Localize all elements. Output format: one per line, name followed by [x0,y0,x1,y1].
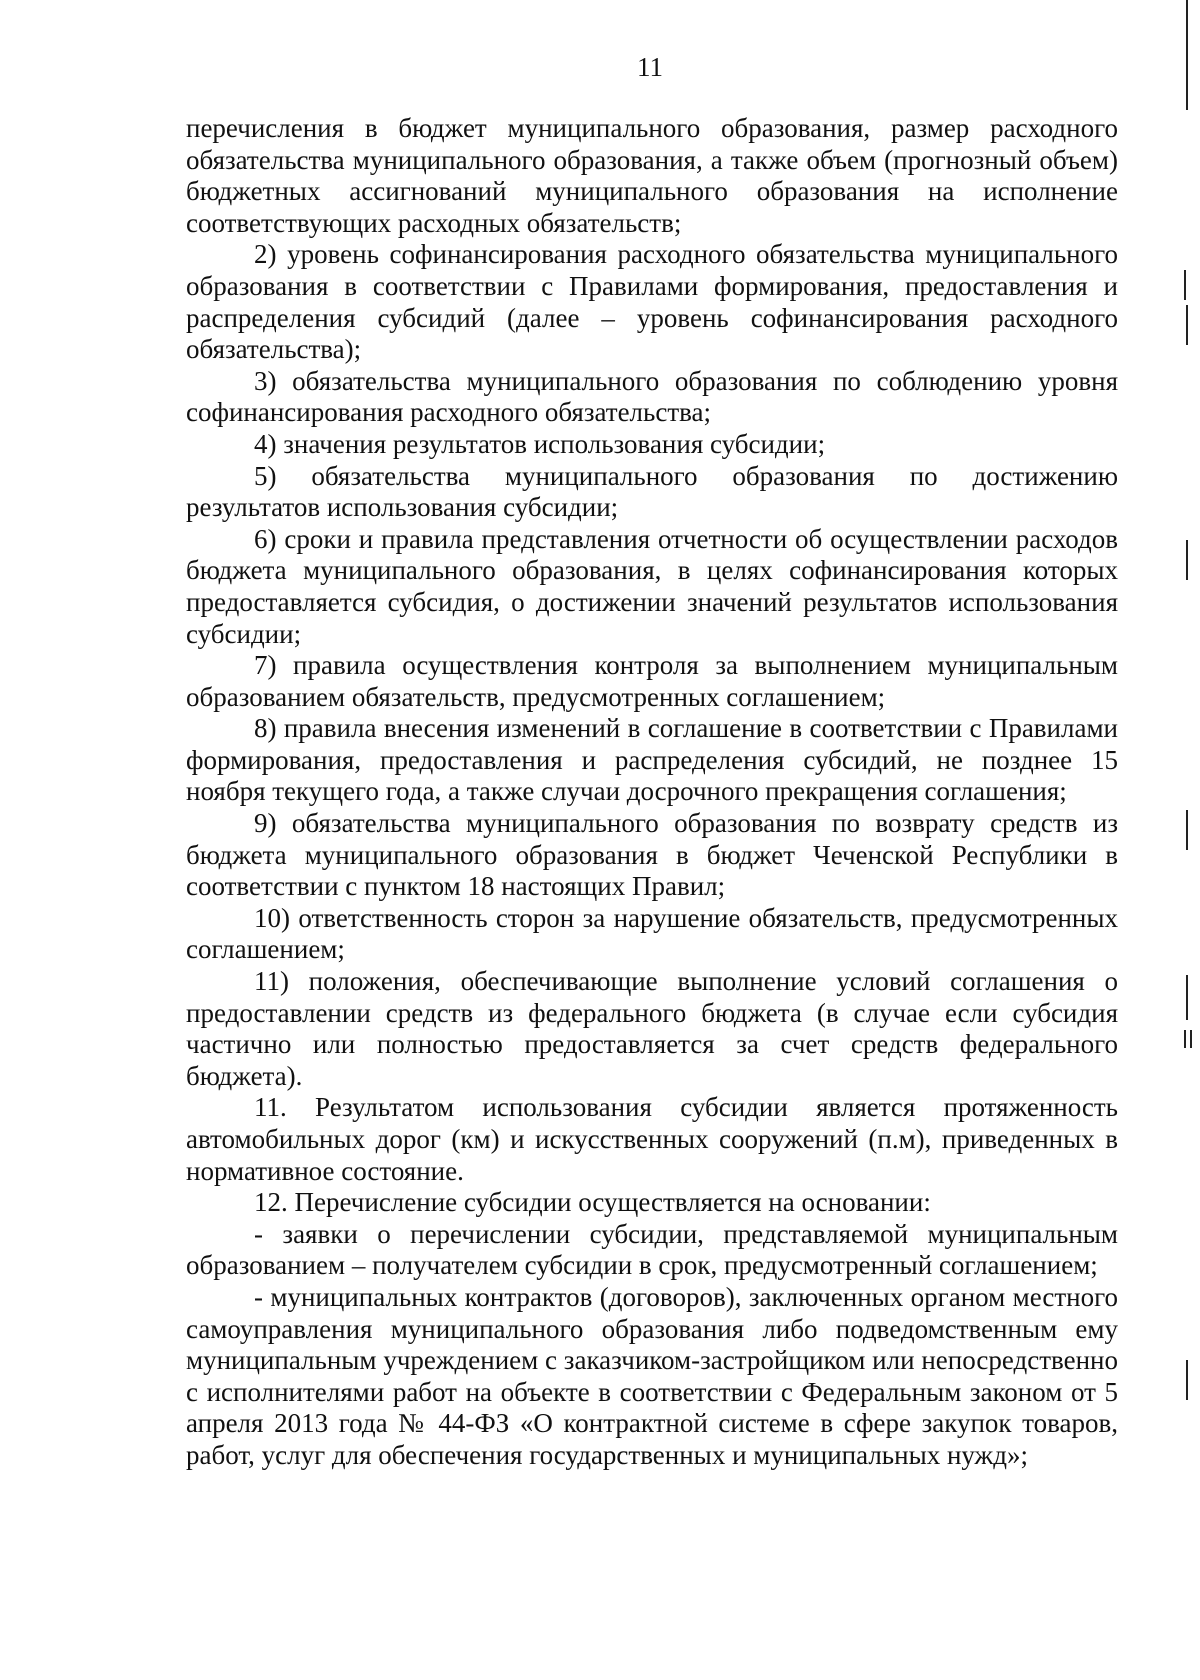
list-item-9: 9) обязательства муниципального образования по возврату средств из бюджета муниципального образования в бюджет Чеченской Республики в соответствии с пунктом 18 настоящих Правил; [186,808,1118,902]
list-item-8: 8) правила внесения изменений в соглашение в соответствии с Правилами формирования, предоставления и распределения субсидий, не позднее 15 ноября текущего года, а также случаи досрочного прекращения соглашения; [186,713,1118,807]
paragraph-continuation: перечисления в бюджет муниципального образования, размер расходного обязательства муниципального образования, а также объем (прогнозный объем) бюджетных ассигнований муниципального образования на исполнение соответствующих расходных обязательств; [186,113,1118,238]
scan-edge-mark [1184,270,1186,300]
list-item-5: 5) обязательства муниципального образования по достижению результатов использования субсидии; [186,460,1118,523]
scan-edge-mark [1184,1030,1186,1048]
dash-item-contracts: - муниципальных контрактов (договоров), заключенных органом местного самоуправления муниципального образования либо подведомственным ему муниципальным учреждением с заказчиком-застройщиком или непосредственно с исполнителями работ на объекте в соответствии с Федеральным законом от 5 апреля 2013 года № 44-ФЗ «О контрактной системе в сфере закупок товаров, работ, услуг для обеспечения государственных и муниципальных нужд»; [186,1281,1118,1470]
section-12-paragraph: 12. Перечисление субсидии осуществляется на основании: [254,1187,931,1218]
list-item-10: 10) ответственность сторон за нарушение обязательств, предусмотренных соглашением; [186,902,1118,965]
document-body [186,113,1118,1472]
section-11-paragraph: 11. Результатом использования субсидии является протяженность автомобильных дорог (км) и искусственных сооружений (п.м), приведенных в нормативное состояние. [186,1092,1118,1186]
dash-item-application: - заявки о перечислении субсидии, представляемой муниципальным образованием – получателем субсидии в срок, предусмотренный соглашением; [186,1218,1118,1281]
scan-edge-mark [1190,1030,1192,1048]
list-item-3: 3) обязательства муниципального образования по соблюдению уровня софинансирования расходного обязательства; [186,365,1118,428]
scan-edge-mark [1186,1360,1188,1400]
scan-edge-mark [1186,540,1188,580]
list-item-4: 4) значения результатов использования субсидии; [254,428,826,459]
page-number: 11 [637,52,663,82]
list-item-11: 11) положения, обеспечивающие выполнение условий соглашения о предоставлении средств из федерального бюджета (в случае если субсидия частично или полностью предоставляется за счет средств федерального бюджета). [186,966,1118,1091]
scan-edge-mark [1186,305,1188,345]
list-item-7: 7) правила осуществления контроля за выполнением муниципальным образованием обязательств, предусмотренных соглашением; [186,650,1118,712]
list-item-2: 2) уровень софинансирования расходного обязательства муниципального образования в соответствии с Правилами формирования, предоставления и распределения субсидий (далее – уровень софинансирования расходного обязательства); [186,239,1118,365]
scan-edge-mark [1186,0,1188,110]
scan-edge-mark [1186,975,1188,1020]
scan-edge-mark [1186,810,1188,850]
list-item-6: 6) сроки и правила представления отчетности об осуществлении расходов бюджета муниципального образования, в целях софинансирования которых предоставляется субсидия, о достижении значений результатов использования субсидии; [186,523,1118,649]
